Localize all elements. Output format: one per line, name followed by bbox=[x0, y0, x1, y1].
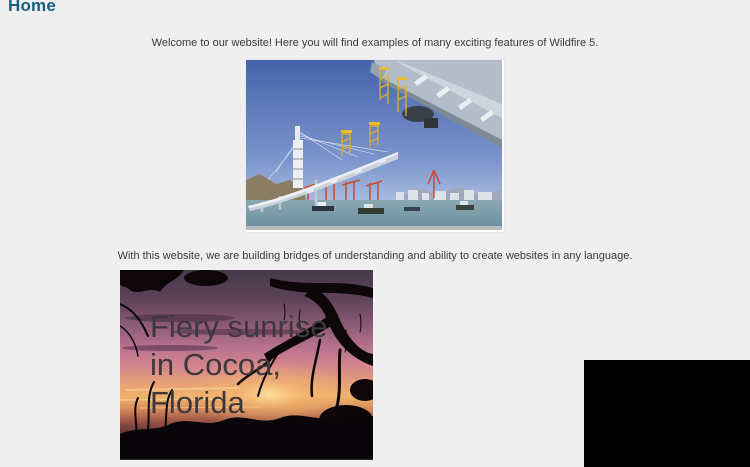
sunset-photo-graphic bbox=[120, 270, 373, 459]
bridge-photo-graphic bbox=[246, 60, 502, 230]
media-placeholder-box[interactable] bbox=[584, 360, 750, 467]
intro-paragraph: Welcome to our website! Here you will find examples of many exciting features of Wildfire 5. bbox=[151, 37, 599, 49]
bridge-construction-image bbox=[245, 59, 505, 233]
sunset-image-caption: Fiery sunrise in Cocoa, Florida bbox=[150, 309, 328, 420]
page-title: Home bbox=[8, 0, 57, 15]
sunset-image bbox=[120, 270, 373, 460]
bridges-paragraph: With this website, we are building bridges of understanding and ability to create websites in any language. bbox=[117, 250, 633, 262]
